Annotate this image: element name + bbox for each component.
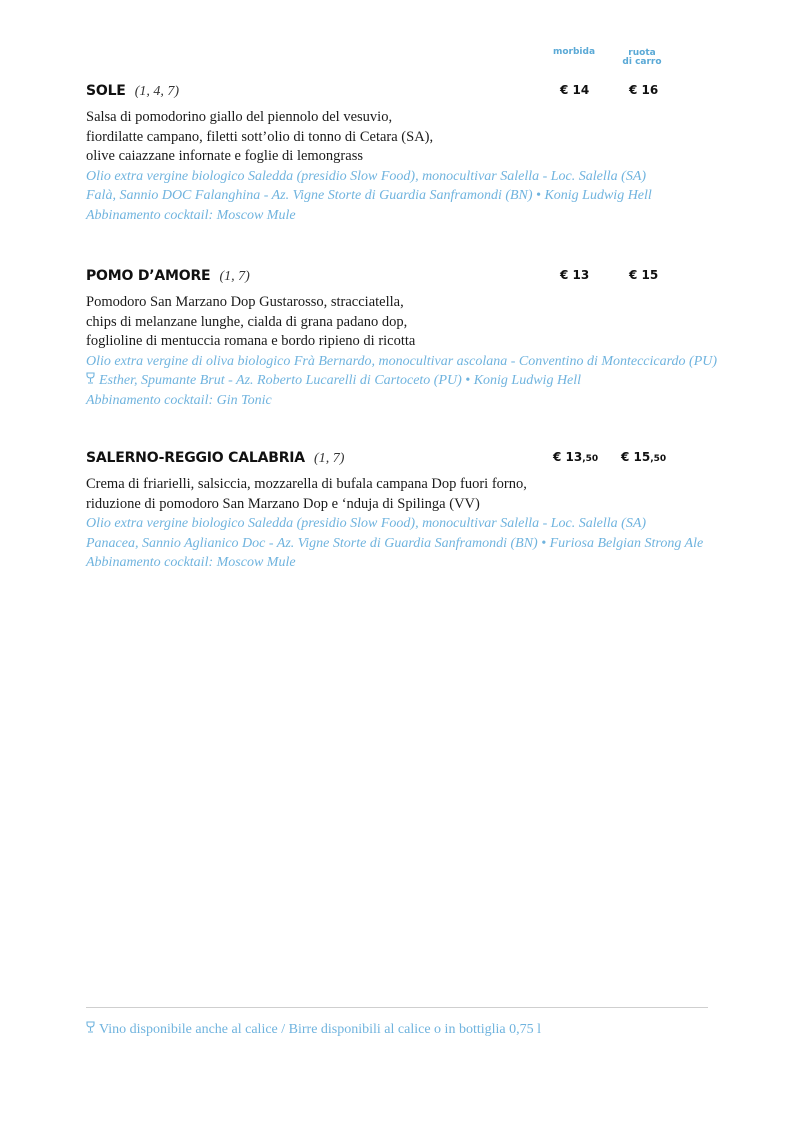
item-name: SALERNO-REGGIO CALABRIA [86, 450, 305, 466]
pairing-oil: Olio extra vergine di oliva biologico Frà Bernardo, monocultivar ascolana - Conventino di Monteccicardo (PU) [86, 353, 718, 369]
price-main: € 13 [553, 450, 583, 464]
item-pairings [86, 514, 736, 573]
footer-divider [86, 1007, 708, 1008]
column-header-line: di carro [622, 57, 662, 67]
pairing-wine [86, 371, 736, 391]
description-line: riduzione di pomodoro San Marzano Dop e ‘nduja di Spilinga (VV) [86, 495, 480, 512]
column-header-ruota-di-carro [616, 49, 668, 67]
footer-text: Vino disponibile anche al calice / Birre disponibili al calice o in bottiglia 0,75 l [99, 1022, 541, 1037]
price-ruota-di-carro: € 15 [629, 268, 659, 282]
item-allergens: (1, 7) [219, 269, 250, 284]
price-morbida: € 14 [560, 83, 590, 97]
item-allergens: (1, 7) [314, 451, 345, 466]
item-name: SOLE [86, 83, 126, 99]
wine-glass-icon [86, 371, 95, 391]
description-line: Pomodoro San Marzano Dop Gustarosso, stracciatella, [86, 294, 404, 310]
menu-item-sole [86, 80, 736, 225]
item-title-row [86, 265, 736, 285]
item-pairings [86, 352, 736, 411]
item-title-row [86, 80, 736, 100]
menu-item-pomo-damore [86, 265, 736, 410]
price-main: € 15 [621, 450, 651, 464]
pairing-oil: Olio extra vergine biologico Saledda (presidio Slow Food), monocultivar Salella - Loc. Salella (SA) [86, 516, 647, 531]
pairing-cocktail: Abbinamento cocktail: Gin Tonic [86, 392, 272, 408]
pairing-cocktail: Abbinamento cocktail: Moscow Mule [86, 555, 296, 570]
item-name: POMO D’AMORE [86, 268, 211, 284]
description-line: fiordilatte campano, filetti sott’olio di tonno di Cetara (SA), [86, 128, 434, 145]
description-line: chips di melanzane lunghe, cialda di grana padano dop, [86, 313, 408, 330]
menu-item-salerno-reggio-calabria [86, 447, 736, 573]
price-cents: ,50 [650, 454, 667, 464]
wine-glass-icon [86, 1021, 95, 1038]
item-pairings [86, 167, 736, 226]
price-morbida: € 13 [560, 268, 590, 282]
column-header-morbida: morbida [552, 47, 596, 57]
column-headers [0, 47, 793, 71]
pairing-wine: Panacea, Sannio Aglianico Doc - Az. Vigne Storte di Guardia Sanframondi (BN) • Furiosa Belgian Strong Ale [86, 535, 704, 551]
description-line: Salsa di pomodorino giallo del piennolo del vesuvio, [86, 109, 393, 125]
column-header-line: ruota [628, 48, 656, 58]
pairing-cocktail: Abbinamento cocktail: Moscow Mule [86, 207, 296, 223]
pairing-oil: Olio extra vergine biologico Saledda (presidio Slow Food), monocultivar Salella - Loc. Salella (SA) [86, 168, 647, 184]
footer-note [86, 1021, 541, 1038]
description-line: foglioline di mentuccia romana e bordo ripieno di ricotta [86, 333, 416, 349]
item-description [86, 293, 736, 352]
item-description [86, 475, 736, 514]
item-allergens: (1, 4, 7) [134, 84, 180, 99]
pairing-wine: Falà, Sannio DOC Falanghina - Az. Vigne Storte di Guardia Sanframondi (BN) • Konig Ludwig Hell [86, 188, 652, 203]
item-description [86, 108, 736, 167]
price-ruota-di-carro [621, 447, 666, 469]
price-ruota-di-carro: € 16 [629, 83, 659, 97]
description-line: olive caiazzane infornate e foglie di lemongrass [86, 148, 363, 164]
item-title-row [86, 447, 736, 467]
pairing-wine-text: Esther, Spumante Brut - Az. Roberto Lucarelli di Cartoceto (PU) • Konig Ludwig Hell [99, 373, 582, 388]
price-morbida [553, 447, 598, 469]
description-line: Crema di friarielli, salsiccia, mozzarella di bufala campana Dop fuori forno, [86, 476, 527, 492]
price-cents: ,50 [582, 454, 599, 464]
